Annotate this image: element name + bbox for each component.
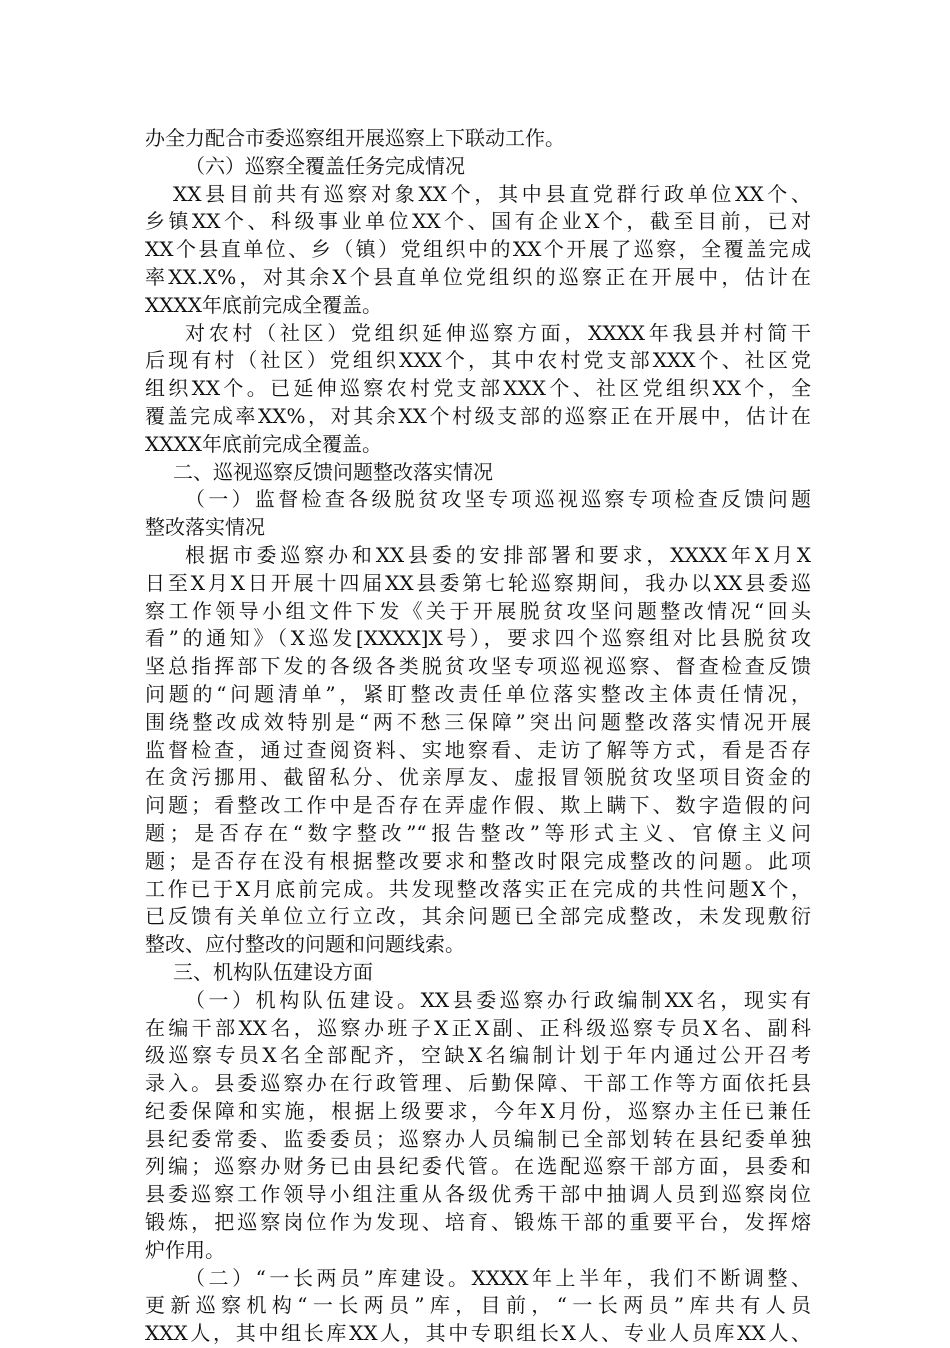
text-line: 问题；看整改工作中是否存在弄虚作假、欺上瞒下、数字造假的问 (145, 793, 811, 818)
text-line: 县纪委常委、监委委员；巡察办人员编制已全部划转在县纪委单独 (145, 1126, 811, 1151)
text-line: 已反馈有关单位立行立改，其余问题已全部完成整改，未发现敷衍 (145, 904, 811, 929)
text-line: 锻炼，把巡察岗位作为发现、培育、锻炼干部的重要平台，发挥熔 (145, 1210, 811, 1235)
text-line: （二）“一长两员”库建设。XXXX年上半年，我们不断调整、 (185, 1265, 811, 1290)
text-line: 纪委保障和实施，根据上级要求，今年X月份，巡察办主任已兼任 (145, 1098, 811, 1123)
text-line: 问题的“问题清单”，紧盯整改责任单位落实整改主体责任情况， (145, 681, 811, 706)
text-line: 看”的通知》（X巡发[XXXX]X号），要求四个巡察组对比县脱贫攻 (145, 626, 811, 651)
text-line: 更新巡察机构“一长两员”库，目前，“一长两员”库共有人员 (145, 1293, 811, 1318)
text-line: 率XX.X%，对其余X个县直单位党组织的巡察正在开展中，估计在 (145, 264, 811, 289)
text-line: 察工作领导小组文件下发《关于开展脱贫攻坚问题整改情况“回头 (145, 598, 811, 623)
text-line: 日至X月X日开展十四届XX县委第七轮巡察期间，我办以XX县委巡 (145, 570, 811, 595)
text-line: XXX人，其中组长库XX人，其中专职组长X人、专业人员库XX人、 (145, 1321, 811, 1346)
text-line: （六）巡察全覆盖任务完成情况 (185, 153, 465, 178)
document-body (145, 125, 811, 1348)
text-line: 题；是否存在没有根据整改要求和整改时限完成整改的问题。此项 (145, 848, 811, 873)
text-line: XXXX年底前完成全覆盖。 (145, 292, 382, 317)
text-line: 整改、应付整改的问题和问题线索。 (145, 932, 465, 957)
text-line: XX个县直单位、乡（镇）党组织中的XX个开展了巡察，全覆盖完成 (145, 237, 811, 262)
text-line: 级巡察专员X名全部配齐，空缺X名编制计划于年内通过公开召考 (145, 1043, 811, 1068)
text-line: 录入。县委巡察办在行政管理、后勤保障、干部工作等方面依托县 (145, 1071, 811, 1096)
text-line: XXXX年底前完成全覆盖。 (145, 431, 382, 456)
text-line: （一）监督检查各级脱贫攻坚专项巡视巡察专项检查反馈问题 (185, 487, 811, 512)
text-line: 整改落实情况 (145, 515, 265, 540)
text-line: （一）机构队伍建设。XX县委巡察办行政编制XX名，现实有 (185, 987, 811, 1012)
text-line: 在贪污挪用、截留私分、优亲厚友、虚报冒领脱贫攻坚项目资金的 (145, 765, 811, 790)
text-line: 县委巡察工作领导小组注重从各级优秀干部中抽调人员到巡察岗位 (145, 1182, 811, 1207)
text-line: 根据市委巡察办和XX县委的安排部署和要求，XXXX年X月X (185, 542, 811, 567)
text-line: 覆盖完成率XX%，对其余XX个村级支部的巡察正在开展中，估计在 (145, 403, 811, 428)
text-line: 乡镇XX个、科级事业单位XX个、国有企业X个，截至目前，已对 (145, 209, 811, 234)
text-line: 办全力配合市委巡察组开展巡察上下联动工作。 (145, 126, 565, 150)
text-line: 监督检查，通过查阅资料、实地察看、走访了解等方式，看是否存 (145, 737, 811, 762)
text-line: 炉作用。 (145, 1237, 225, 1262)
text-line: XX县目前共有巡察对象XX个，其中县直党群行政单位XX个、 (173, 181, 811, 206)
text-line: 围绕整改成效特别是“两不愁三保障”突出问题整改落实情况开展 (145, 709, 811, 734)
text-line: 坚总指挥部下发的各级各类脱贫攻坚专项巡视巡察、督查检查反馈 (145, 654, 811, 679)
text-line: 题；是否存在“数字整改”“报告整改”等形式主义、官僚主义问 (145, 820, 811, 845)
text-line: 组织XX个。已延伸巡察农村党支部XXX个、社区党组织XX个，全 (145, 376, 811, 401)
text-line: 工作已于X月底前完成。共发现整改落实正在完成的共性问题X个， (145, 876, 811, 901)
text-line: 列编；巡察办财务已由县纪委代管。在选配巡察干部方面，县委和 (145, 1154, 811, 1179)
text-line: 二、巡视巡察反馈问题整改落实情况 (173, 459, 493, 484)
text-line: 后现有村（社区）党组织XXX个，其中农村党支部XXX个、社区党 (145, 348, 811, 373)
text-line: 在编干部XX名，巡察办班子X正X副、正科级巡察专员X名、副科 (145, 1015, 811, 1040)
text-line: 对农村（社区）党组织延伸巡察方面，XXXX年我县并村简干 (185, 320, 811, 345)
text-line: 三、机构队伍建设方面 (173, 959, 373, 984)
